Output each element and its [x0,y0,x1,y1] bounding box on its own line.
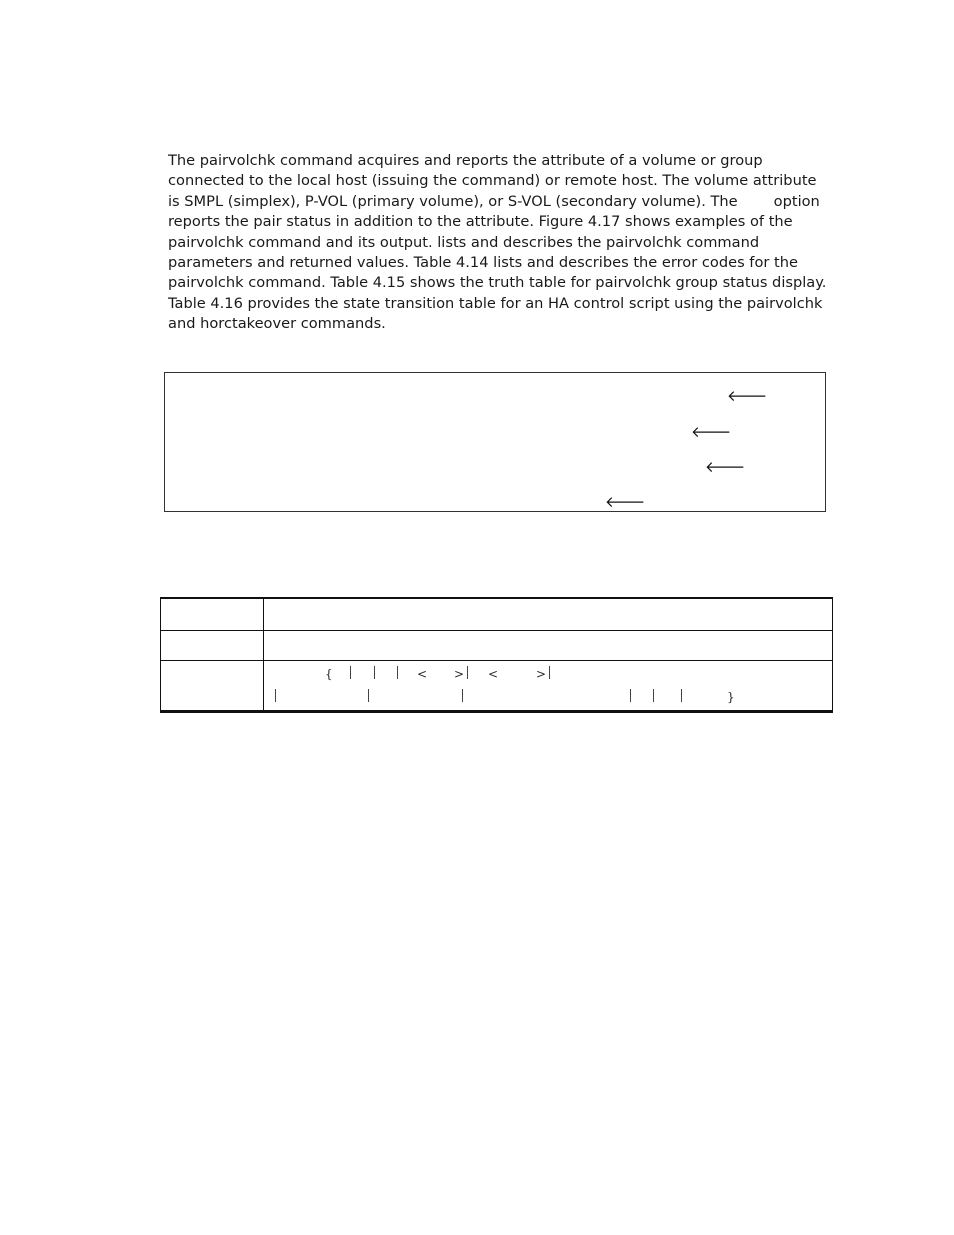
separator-bar [549,666,550,679]
less-than-symbol: < [488,667,499,681]
less-than-symbol: < [417,667,428,681]
table-row-divider [160,660,833,661]
table-column-divider [263,597,264,713]
left-arrow-icon: 🡐 [705,458,746,476]
greater-than-symbol: > [454,667,465,681]
separator-bar [681,689,682,702]
close-brace: } [727,690,735,704]
table-top-rule [160,597,833,599]
separator-bar [467,666,468,679]
separator-bar [374,666,375,679]
figure-example-box [164,372,826,512]
open-brace: { [325,667,333,681]
separator-bar [275,689,276,702]
left-arrow-icon: 🡐 [727,387,768,405]
separator-bar [630,689,631,702]
separator-bar [397,666,398,679]
separator-bar [350,666,351,679]
table-left-edge [160,597,161,713]
table-right-edge [832,597,833,713]
table-bottom-rule [160,710,833,713]
separator-bar [462,689,463,702]
left-arrow-icon: 🡐 [691,423,732,441]
table-row-divider [160,630,833,631]
intro-paragraph-part-1: The pairvolchk command acquires and reports the attribute of a volume or group connected to the local host (issuing the command) or remote host. The volume attribute is SMPL (simplex), P-VOL (primary volume), or S-VOL (secondary volume). The [168,152,817,210]
syntax-table [160,597,833,713]
intro-paragraph [168,151,828,335]
separator-bar [368,689,369,702]
greater-than-symbol: > [536,667,547,681]
intro-paragraph-part-2: option reports the pair status in addition to the attribute. Figure 4.17 shows examples of the pairvolchk command and its output. lists and describes the pairvolchk command parameters and returned values. Table 4.14 lists and describes the error codes for the pairvolchk command. Table 4.15 shows the truth table for pairvolchk group status display. Table 4.16 provides the state transition table for an HA control script using the pairvolchk and horctakeover commands. [168,192,827,333]
left-arrow-icon: 🡐 [605,493,646,511]
separator-bar [653,689,654,702]
